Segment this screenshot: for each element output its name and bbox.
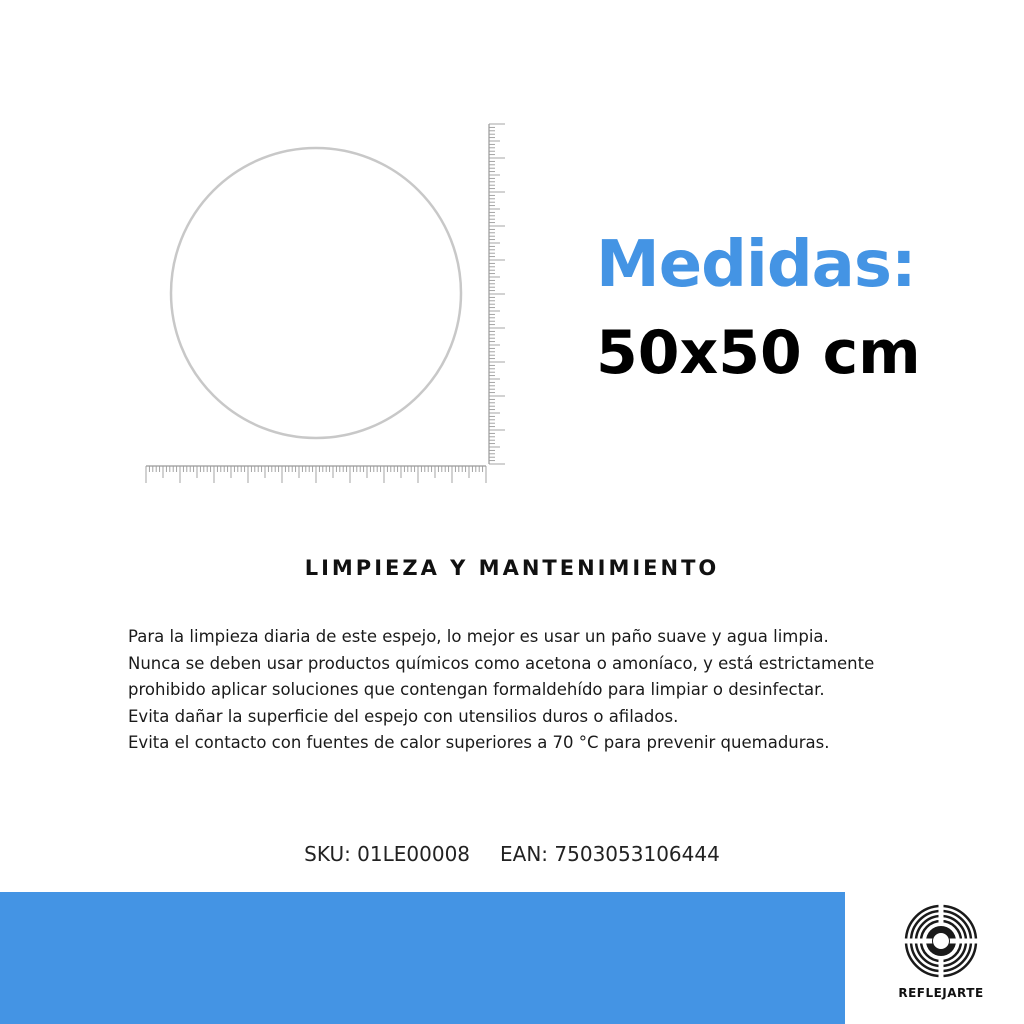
- care-line: Nunca se deben usar productos químicos como acetona o amoníaco, y está estrictamente: [128, 653, 875, 673]
- reflejarte-logo-icon: [904, 904, 978, 978]
- ean-code: EAN: 7503053106444: [500, 842, 720, 866]
- mirror-outline: [171, 148, 461, 438]
- care-line: Evita dañar la superficie del espejo con utensilios duros o afilados.: [128, 706, 679, 726]
- product-codes: [0, 842, 1024, 866]
- care-line: prohibido aplicar soluciones que contengan formaldehído para limpiar o desinfectar.: [128, 680, 825, 699]
- vertical-ruler: [489, 124, 505, 464]
- care-section-title: LIMPIEZA Y MANTENIMIENTO: [304, 556, 720, 580]
- care-line: Para la limpieza diaria de este espejo, lo mejor es usar un paño suave y agua limpia.: [128, 627, 829, 646]
- care-instructions: [128, 624, 928, 757]
- horizontal-ruler: [146, 466, 486, 483]
- measurements-title: Medidas:: [596, 228, 916, 302]
- footer-band: [0, 892, 845, 1024]
- care-line: Evita el contacto con fuentes de calor superiores a 70 °C para prevenir quemaduras.: [128, 733, 830, 752]
- sku-code: SKU: 01LE00008: [304, 842, 471, 866]
- measurements-size: 50x50 cm: [596, 318, 921, 388]
- brand-name: REFLEJARTE: [898, 986, 984, 1000]
